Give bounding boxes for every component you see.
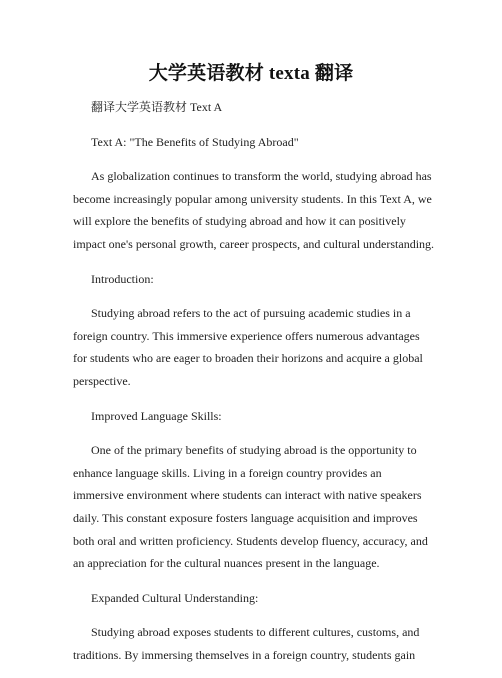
section-heading-language-skills: Improved Language Skills: — [91, 408, 222, 423]
intro-paragraph: As globalization continues to transform the world, studying abroad has become increasingly popular among university students. In this Text A, we will explore the benefits of studying abroad and how it can positively impact one's personal growth, career prospects, and cultural understanding. — [73, 169, 435, 251]
document-title: 大学英语教材 texta 翻译 — [148, 63, 354, 84]
section-heading-introduction: Introduction: — [91, 271, 154, 286]
document-body — [73, 96, 435, 678]
section-body-language-skills: One of the primary benefits of studying abroad is the opportunity to enhance language skills. Living in a foreign country provides an immersive environment where students can interact with native speakers daily. This constant exposure fosters language acquisition and improves both oral and written proficiency. Students develop fluency, accuracy, and an appreciation for the cultural nuances present in the language. — [73, 443, 428, 571]
section-body-cultural-understanding: Studying abroad exposes students to different cultures, customs, and traditions. By immersing themselves in a foreign country, students gain — [73, 625, 420, 662]
text-title-line: Text A: "The Benefits of Studying Abroad" — [91, 134, 299, 149]
section-heading-cultural-understanding: Expanded Cultural Understanding: — [91, 590, 259, 605]
subtitle-line: 翻译大学英语教材 Text A — [91, 100, 223, 114]
section-body-introduction: Studying abroad refers to the act of pursuing academic studies in a foreign country. This immersive experience offers numerous advantages for students who are eager to broaden their horizons and acquire a global perspective. — [73, 306, 423, 388]
